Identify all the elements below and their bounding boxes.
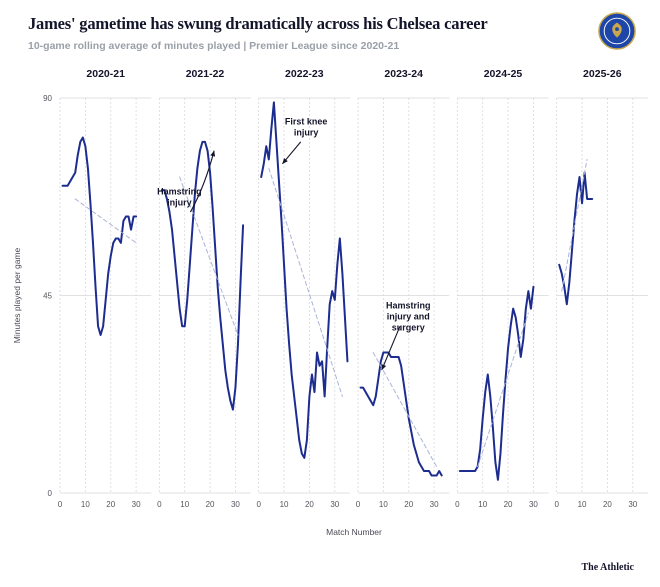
svg-text:injury and: injury and [386, 311, 430, 322]
x-tick-label: 0 [355, 500, 361, 509]
x-axis-title: Match Number [326, 527, 382, 537]
svg-text:Hamstring: Hamstring [385, 300, 431, 311]
page-subtitle: 10-game rolling average of minutes played | Premier League since 2020-21 [28, 40, 400, 52]
panel-label-2021-22: 2021-22 [185, 68, 225, 80]
trend-line-2023-24 [373, 353, 436, 467]
x-tick-label: 10 [577, 500, 587, 509]
x-tick-label: 0 [256, 500, 261, 509]
annotation-3 [382, 301, 431, 370]
series-line-2023-24 [361, 353, 442, 476]
trend-line-2022-23 [269, 168, 343, 396]
y-tick-label: 0 [47, 489, 52, 498]
svg-text:First knee: First knee [284, 116, 328, 127]
x-tick-label: 20 [503, 500, 513, 509]
x-tick-label: 0 [57, 500, 63, 509]
trend-line-2020-21 [75, 199, 136, 243]
x-tick-label: 30 [131, 500, 141, 509]
x-tick-label: 20 [304, 500, 314, 509]
trend-line-2025-26 [562, 159, 587, 291]
x-tick-label: 20 [404, 500, 414, 509]
source-credit: The Athletic [581, 562, 634, 573]
svg-text:Hamstring: Hamstring [157, 186, 202, 197]
annotation-1 [157, 151, 215, 212]
x-tick-label: 10 [279, 500, 289, 509]
svg-text:surgery: surgery [391, 322, 425, 333]
x-tick-label: 10 [180, 500, 190, 509]
x-tick-label: 30 [230, 500, 240, 509]
svg-text:injury: injury [293, 127, 319, 138]
chart-area [0, 58, 660, 538]
x-tick-label: 10 [478, 500, 488, 509]
panel-label-2023-24: 2023-24 [384, 68, 423, 80]
panel-label-2022-23: 2022-23 [285, 68, 324, 80]
x-tick-label: 30 [628, 500, 638, 509]
annotation-2 [282, 116, 327, 164]
x-tick-label: 0 [157, 500, 162, 509]
chart-header [0, 0, 660, 62]
y-axis-title: Minutes played per game [12, 247, 22, 344]
page-title: James' gametime has swung dramatically across his Chelsea career [28, 14, 488, 33]
series-line-2024-25 [460, 287, 534, 480]
panel-label-2025-26: 2025-26 [583, 68, 622, 80]
chelsea-crest [598, 12, 636, 50]
series-line-2021-22 [162, 142, 243, 410]
x-tick-label: 0 [554, 500, 559, 509]
x-tick-label: 20 [205, 500, 215, 509]
series-line-2020-21 [63, 138, 137, 336]
multi-panel-line-chart [0, 58, 660, 538]
y-tick-label: 45 [43, 291, 52, 301]
x-tick-label: 20 [602, 500, 612, 509]
x-tick-label: 30 [330, 500, 340, 509]
y-tick-label: 90 [43, 94, 52, 103]
panel-label-2024-25: 2024-25 [483, 68, 523, 80]
x-tick-label: 10 [378, 500, 388, 509]
panel-label-2020-21: 2020-21 [86, 68, 125, 80]
x-tick-label: 20 [106, 500, 116, 509]
x-tick-label: 30 [429, 500, 439, 509]
x-tick-label: 0 [455, 500, 460, 509]
svg-text:injury: injury [167, 197, 192, 208]
x-tick-label: 30 [528, 500, 538, 509]
series-line-2025-26 [559, 173, 592, 305]
x-tick-label: 10 [80, 500, 90, 509]
